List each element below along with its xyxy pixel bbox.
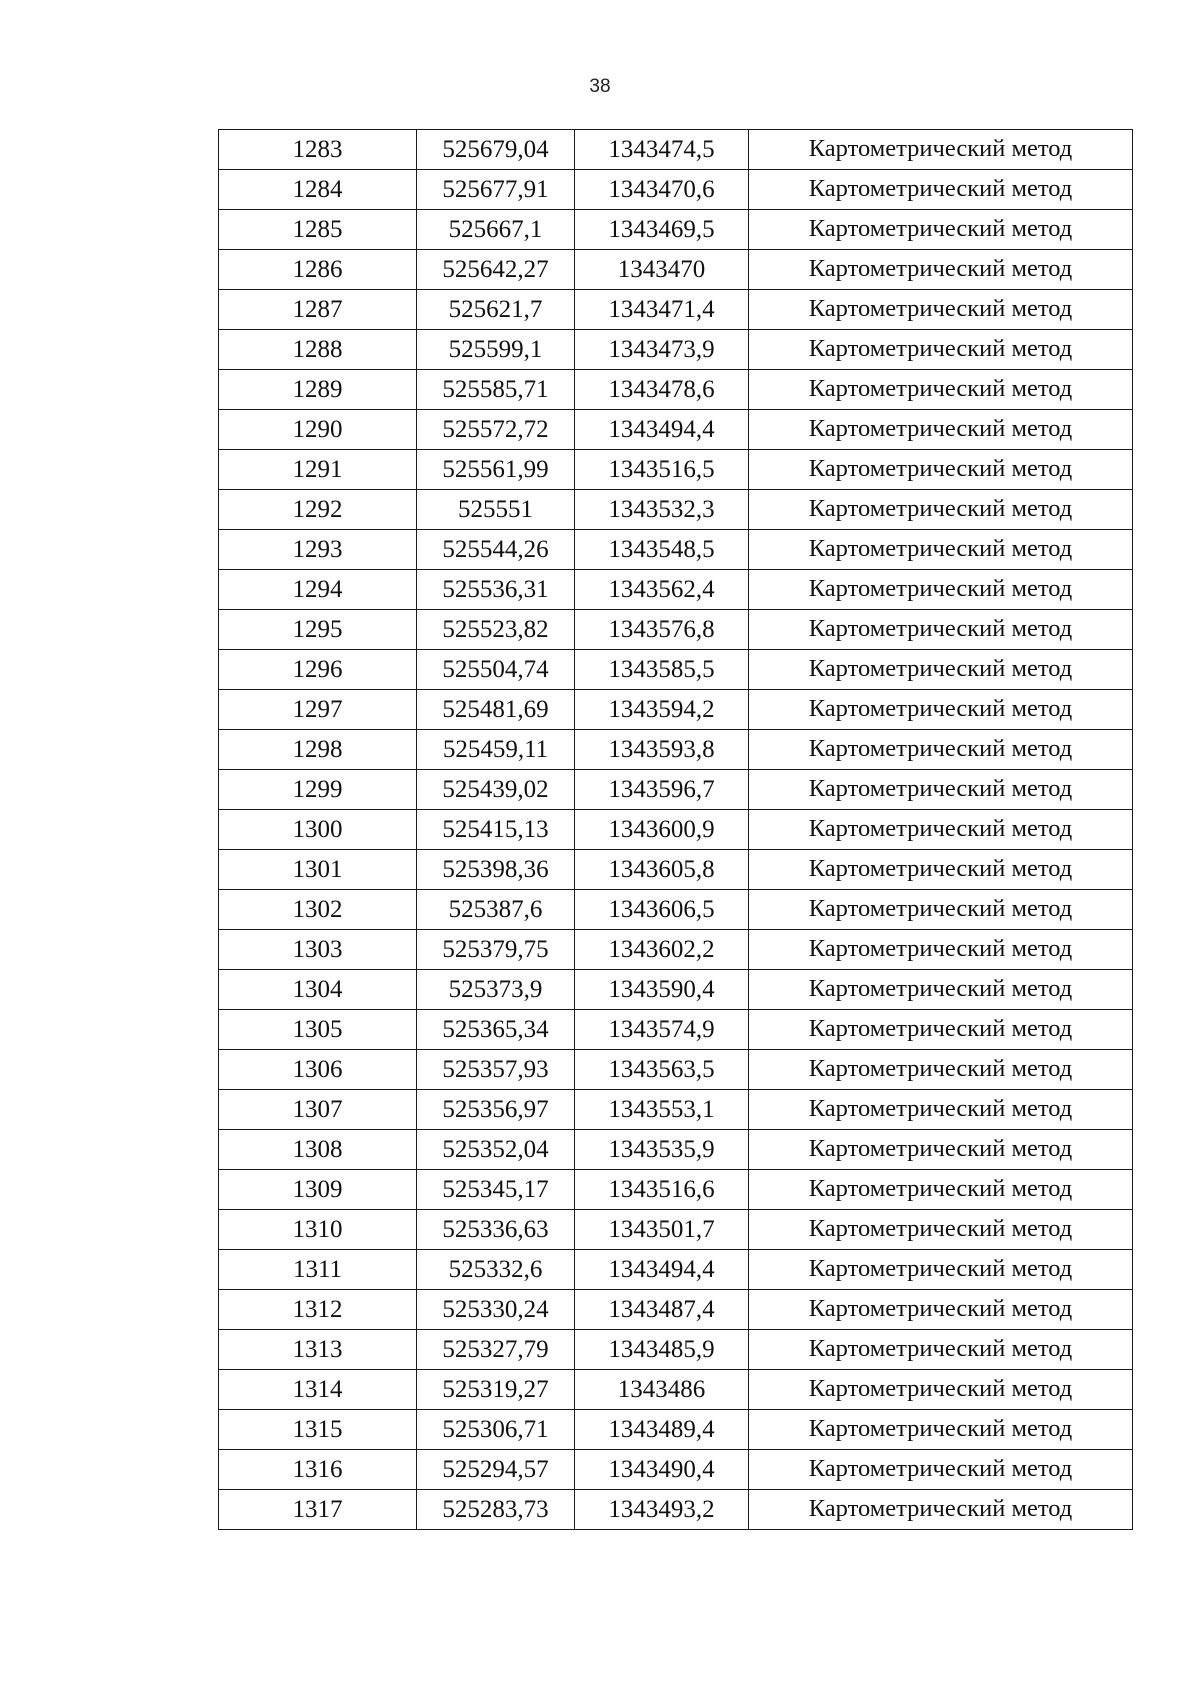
x-coordinate-cell: 525357,93	[417, 1050, 575, 1090]
table-row	[219, 1130, 1133, 1170]
point-number-cell: 1284	[219, 170, 417, 210]
method-cell: Картометрический метод	[749, 490, 1133, 530]
y-coordinate-cell: 1343501,7	[575, 1210, 749, 1250]
x-coordinate-cell: 525365,34	[417, 1010, 575, 1050]
method-cell: Картометрический метод	[749, 210, 1133, 250]
x-coordinate-cell: 525439,02	[417, 770, 575, 810]
table-row	[219, 1010, 1133, 1050]
method-cell: Картометрический метод	[749, 570, 1133, 610]
point-number-cell: 1291	[219, 450, 417, 490]
y-coordinate-cell: 1343516,5	[575, 450, 749, 490]
method-cell: Картометрический метод	[749, 1210, 1133, 1250]
table-row	[219, 1170, 1133, 1210]
table-row	[219, 1490, 1133, 1530]
x-coordinate-cell: 525283,73	[417, 1490, 575, 1530]
x-coordinate-cell: 525523,82	[417, 610, 575, 650]
x-coordinate-cell: 525642,27	[417, 250, 575, 290]
point-number-cell: 1304	[219, 970, 417, 1010]
method-cell: Картометрический метод	[749, 1170, 1133, 1210]
method-cell: Картометрический метод	[749, 930, 1133, 970]
y-coordinate-cell: 1343471,4	[575, 290, 749, 330]
y-coordinate-cell: 1343585,5	[575, 650, 749, 690]
y-coordinate-cell: 1343574,9	[575, 1010, 749, 1050]
point-number-cell: 1292	[219, 490, 417, 530]
point-number-cell: 1309	[219, 1170, 417, 1210]
y-coordinate-cell: 1343478,6	[575, 370, 749, 410]
point-number-cell: 1294	[219, 570, 417, 610]
x-coordinate-cell: 525398,36	[417, 850, 575, 890]
y-coordinate-cell: 1343490,4	[575, 1450, 749, 1490]
method-cell: Картометрический метод	[749, 970, 1133, 1010]
x-coordinate-cell: 525332,6	[417, 1250, 575, 1290]
method-cell: Картометрический метод	[749, 770, 1133, 810]
x-coordinate-cell: 525387,6	[417, 890, 575, 930]
y-coordinate-cell: 1343494,4	[575, 1250, 749, 1290]
x-coordinate-cell: 525504,74	[417, 650, 575, 690]
table-row	[219, 610, 1133, 650]
table-row	[219, 130, 1133, 170]
table-row	[219, 210, 1133, 250]
y-coordinate-cell: 1343470	[575, 250, 749, 290]
x-coordinate-cell: 525667,1	[417, 210, 575, 250]
y-coordinate-cell: 1343553,1	[575, 1090, 749, 1130]
y-coordinate-cell: 1343469,5	[575, 210, 749, 250]
x-coordinate-cell: 525336,63	[417, 1210, 575, 1250]
x-coordinate-cell: 525572,72	[417, 410, 575, 450]
y-coordinate-cell: 1343590,4	[575, 970, 749, 1010]
x-coordinate-cell: 525544,26	[417, 530, 575, 570]
table-row	[219, 570, 1133, 610]
point-number-cell: 1315	[219, 1410, 417, 1450]
method-cell: Картометрический метод	[749, 1130, 1133, 1170]
method-cell: Картометрический метод	[749, 1290, 1133, 1330]
y-coordinate-cell: 1343485,9	[575, 1330, 749, 1370]
point-number-cell: 1293	[219, 530, 417, 570]
point-number-cell: 1298	[219, 730, 417, 770]
table-row	[219, 1210, 1133, 1250]
method-cell: Картометрический метод	[749, 450, 1133, 490]
x-coordinate-cell: 525330,24	[417, 1290, 575, 1330]
table-row	[219, 730, 1133, 770]
point-number-cell: 1296	[219, 650, 417, 690]
point-number-cell: 1302	[219, 890, 417, 930]
x-coordinate-cell: 525561,99	[417, 450, 575, 490]
x-coordinate-cell: 525599,1	[417, 330, 575, 370]
point-number-cell: 1295	[219, 610, 417, 650]
page-number: 38	[589, 76, 611, 97]
point-number-cell: 1316	[219, 1450, 417, 1490]
y-coordinate-cell: 1343489,4	[575, 1410, 749, 1450]
method-cell: Картометрический метод	[749, 170, 1133, 210]
x-coordinate-cell: 525356,97	[417, 1090, 575, 1130]
table-row	[219, 850, 1133, 890]
table-row	[219, 1450, 1133, 1490]
method-cell: Картометрический метод	[749, 1370, 1133, 1410]
table-row	[219, 170, 1133, 210]
y-coordinate-cell: 1343470,6	[575, 170, 749, 210]
x-coordinate-cell: 525415,13	[417, 810, 575, 850]
y-coordinate-cell: 1343473,9	[575, 330, 749, 370]
table-row	[219, 690, 1133, 730]
y-coordinate-cell: 1343474,5	[575, 130, 749, 170]
point-number-cell: 1314	[219, 1370, 417, 1410]
method-cell: Картометрический метод	[749, 810, 1133, 850]
coordinates-table	[218, 129, 1133, 1530]
y-coordinate-cell: 1343486	[575, 1370, 749, 1410]
table-row	[219, 290, 1133, 330]
table-row	[219, 650, 1133, 690]
method-cell: Картометрический метод	[749, 1410, 1133, 1450]
point-number-cell: 1305	[219, 1010, 417, 1050]
table-row	[219, 1330, 1133, 1370]
method-cell: Картометрический метод	[749, 1050, 1133, 1090]
y-coordinate-cell: 1343494,4	[575, 410, 749, 450]
table-row	[219, 1250, 1133, 1290]
table-row	[219, 1090, 1133, 1130]
method-cell: Картометрический метод	[749, 1250, 1133, 1290]
method-cell: Картометрический метод	[749, 610, 1133, 650]
point-number-cell: 1285	[219, 210, 417, 250]
point-number-cell: 1307	[219, 1090, 417, 1130]
y-coordinate-cell: 1343548,5	[575, 530, 749, 570]
table-row	[219, 450, 1133, 490]
method-cell: Картометрический метод	[749, 1450, 1133, 1490]
y-coordinate-cell: 1343535,9	[575, 1130, 749, 1170]
x-coordinate-cell: 525481,69	[417, 690, 575, 730]
table-row	[219, 770, 1133, 810]
table-row	[219, 330, 1133, 370]
y-coordinate-cell: 1343493,2	[575, 1490, 749, 1530]
x-coordinate-cell: 525536,31	[417, 570, 575, 610]
point-number-cell: 1288	[219, 330, 417, 370]
method-cell: Картометрический метод	[749, 410, 1133, 450]
y-coordinate-cell: 1343487,4	[575, 1290, 749, 1330]
point-number-cell: 1308	[219, 1130, 417, 1170]
point-number-cell: 1301	[219, 850, 417, 890]
point-number-cell: 1289	[219, 370, 417, 410]
method-cell: Картометрический метод	[749, 890, 1133, 930]
table-row	[219, 890, 1133, 930]
y-coordinate-cell: 1343594,2	[575, 690, 749, 730]
x-coordinate-cell: 525345,17	[417, 1170, 575, 1210]
method-cell: Картометрический метод	[749, 130, 1133, 170]
table-row	[219, 810, 1133, 850]
x-coordinate-cell: 525373,9	[417, 970, 575, 1010]
y-coordinate-cell: 1343562,4	[575, 570, 749, 610]
x-coordinate-cell: 525679,04	[417, 130, 575, 170]
method-cell: Картометрический метод	[749, 1490, 1133, 1530]
x-coordinate-cell: 525459,11	[417, 730, 575, 770]
method-cell: Картометрический метод	[749, 1090, 1133, 1130]
point-number-cell: 1287	[219, 290, 417, 330]
table-row	[219, 490, 1133, 530]
point-number-cell: 1286	[219, 250, 417, 290]
method-cell: Картометрический метод	[749, 730, 1133, 770]
table-row	[219, 1410, 1133, 1450]
table-row	[219, 1290, 1133, 1330]
y-coordinate-cell: 1343576,8	[575, 610, 749, 650]
method-cell: Картометрический метод	[749, 650, 1133, 690]
point-number-cell: 1310	[219, 1210, 417, 1250]
x-coordinate-cell: 525319,27	[417, 1370, 575, 1410]
table-row	[219, 250, 1133, 290]
method-cell: Картометрический метод	[749, 690, 1133, 730]
y-coordinate-cell: 1343516,6	[575, 1170, 749, 1210]
x-coordinate-cell: 525585,71	[417, 370, 575, 410]
method-cell: Картометрический метод	[749, 1010, 1133, 1050]
x-coordinate-cell: 525621,7	[417, 290, 575, 330]
table-row	[219, 930, 1133, 970]
table-row	[219, 410, 1133, 450]
x-coordinate-cell: 525379,75	[417, 930, 575, 970]
table-row	[219, 530, 1133, 570]
point-number-cell: 1303	[219, 930, 417, 970]
method-cell: Картометрический метод	[749, 250, 1133, 290]
point-number-cell: 1306	[219, 1050, 417, 1090]
y-coordinate-cell: 1343600,9	[575, 810, 749, 850]
x-coordinate-cell: 525352,04	[417, 1130, 575, 1170]
point-number-cell: 1312	[219, 1290, 417, 1330]
point-number-cell: 1290	[219, 410, 417, 450]
y-coordinate-cell: 1343532,3	[575, 490, 749, 530]
y-coordinate-cell: 1343593,8	[575, 730, 749, 770]
method-cell: Картометрический метод	[749, 850, 1133, 890]
point-number-cell: 1283	[219, 130, 417, 170]
method-cell: Картометрический метод	[749, 1330, 1133, 1370]
y-coordinate-cell: 1343602,2	[575, 930, 749, 970]
method-cell: Картометрический метод	[749, 290, 1133, 330]
x-coordinate-cell: 525327,79	[417, 1330, 575, 1370]
method-cell: Картометрический метод	[749, 530, 1133, 570]
method-cell: Картометрический метод	[749, 370, 1133, 410]
point-number-cell: 1313	[219, 1330, 417, 1370]
table-row	[219, 1370, 1133, 1410]
point-number-cell: 1317	[219, 1490, 417, 1530]
table-row	[219, 970, 1133, 1010]
x-coordinate-cell: 525677,91	[417, 170, 575, 210]
y-coordinate-cell: 1343606,5	[575, 890, 749, 930]
point-number-cell: 1311	[219, 1250, 417, 1290]
x-coordinate-cell: 525294,57	[417, 1450, 575, 1490]
coordinates-table-body	[219, 130, 1133, 1530]
point-number-cell: 1300	[219, 810, 417, 850]
y-coordinate-cell: 1343605,8	[575, 850, 749, 890]
y-coordinate-cell: 1343563,5	[575, 1050, 749, 1090]
x-coordinate-cell: 525551	[417, 490, 575, 530]
y-coordinate-cell: 1343596,7	[575, 770, 749, 810]
x-coordinate-cell: 525306,71	[417, 1410, 575, 1450]
table-row	[219, 370, 1133, 410]
point-number-cell: 1299	[219, 770, 417, 810]
method-cell: Картометрический метод	[749, 330, 1133, 370]
table-row	[219, 1050, 1133, 1090]
point-number-cell: 1297	[219, 690, 417, 730]
